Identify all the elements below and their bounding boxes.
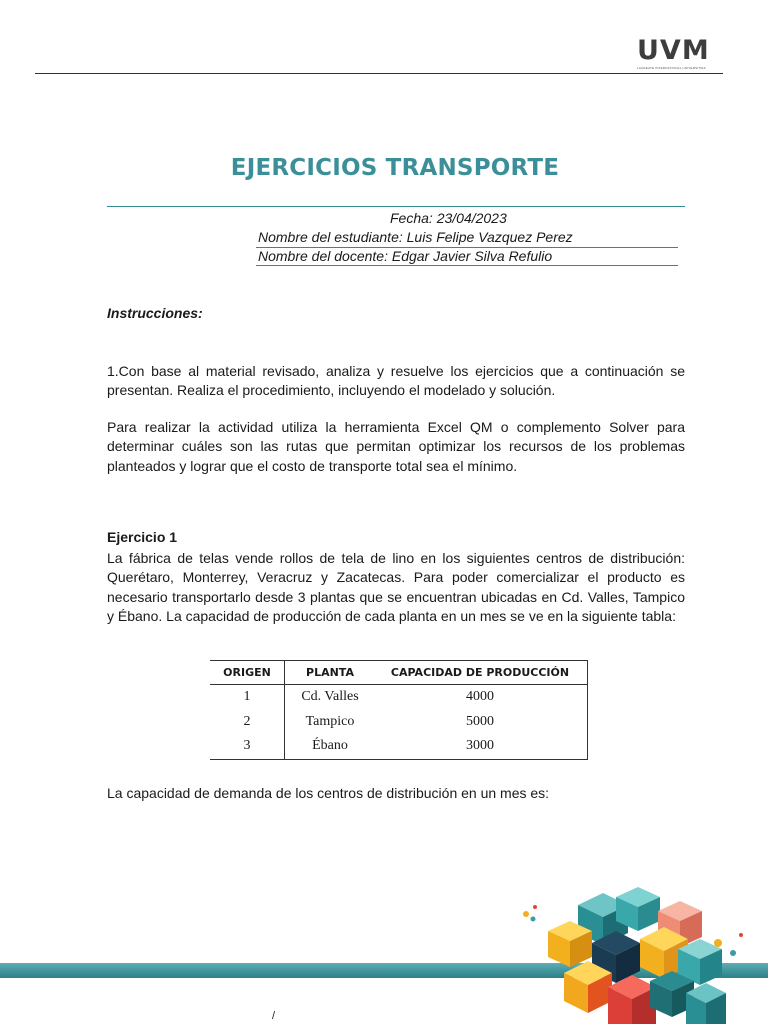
teacher-line-divider <box>256 265 678 266</box>
table-header-rule <box>210 684 588 685</box>
table-cell-capacidad: 5000 <box>466 714 494 729</box>
table-cell-origen: 1 <box>243 689 251 704</box>
title-divider <box>107 206 685 207</box>
instructions-heading: Instrucciones: <box>107 305 203 321</box>
teacher-line: Nombre del docente: Edgar Javier Silva Refulio <box>258 248 553 264</box>
table-right-border <box>587 660 588 760</box>
exercise-heading: Ejercicio 1 <box>107 529 178 545</box>
decorative-cubes-graphic <box>508 883 768 1024</box>
table-cell-origen: 3 <box>243 738 251 753</box>
table-top-rule <box>210 660 588 661</box>
logo-text: UVM <box>637 35 710 66</box>
exercise-text: La fábrica de telas vende rollos de tela de lino en los siguientes centros de distribución: Querétaro, Monterrey, Veracruz y Zacatecas. Para poder comercializar el producto es necesario transportarlo desde 3 plantas que se encuentran ubicadas en Cd. Valles, Tampico y Ébano. La capacidad de producción de cada planta en un mes se ve en la siguiente tabla: <box>107 550 685 624</box>
table-cell-planta: Cd. Valles <box>301 689 359 704</box>
instructions-paragraph-2: Para realizar la actividad utiliza la herramienta Excel QM o complemento Solver para determinar cuáles son las rutas que permitan optimizar los recursos de los problemas planteados y lograr que el costo de transporte total sea el mínimo. <box>107 419 685 474</box>
table-cell-planta: Tampico <box>305 714 355 729</box>
uvm-logo <box>637 37 723 73</box>
table-bottom-rule <box>210 759 588 760</box>
production-capacity-table <box>210 660 588 760</box>
document-title: EJERCICIOS TRANSPORTE <box>230 155 560 181</box>
footer-mark: / <box>272 1010 276 1022</box>
demand-text: La capacidad de demanda de los centros de distribución en un mes es: <box>107 785 550 801</box>
instructions-paragraph-1: 1.Con base al material revisado, analiza y resuelve los ejercicios que a continuación se presentan. Realiza el procedimiento, incluyendo el modelado y solución. <box>107 363 685 399</box>
table-header-capacidad: CAPACIDAD DE PRODUCCIÓN <box>390 666 570 679</box>
header-divider <box>35 73 723 74</box>
table-cell-capacidad: 4000 <box>466 689 494 704</box>
table-cell-capacidad: 3000 <box>466 738 494 753</box>
logo-tagline: LAUREATE INTERNATIONAL UNIVERSITIES <box>637 66 706 70</box>
table-header-origen: ORIGEN <box>223 666 271 679</box>
table-cell-planta: Ébano <box>312 738 348 753</box>
date-line: Fecha: 23/04/2023 <box>390 210 507 226</box>
table-cell-origen: 2 <box>243 714 251 729</box>
student-line: Nombre del estudiante: Luis Felipe Vazquez Perez <box>258 229 573 245</box>
table-header-planta: PLANTA <box>306 666 354 679</box>
